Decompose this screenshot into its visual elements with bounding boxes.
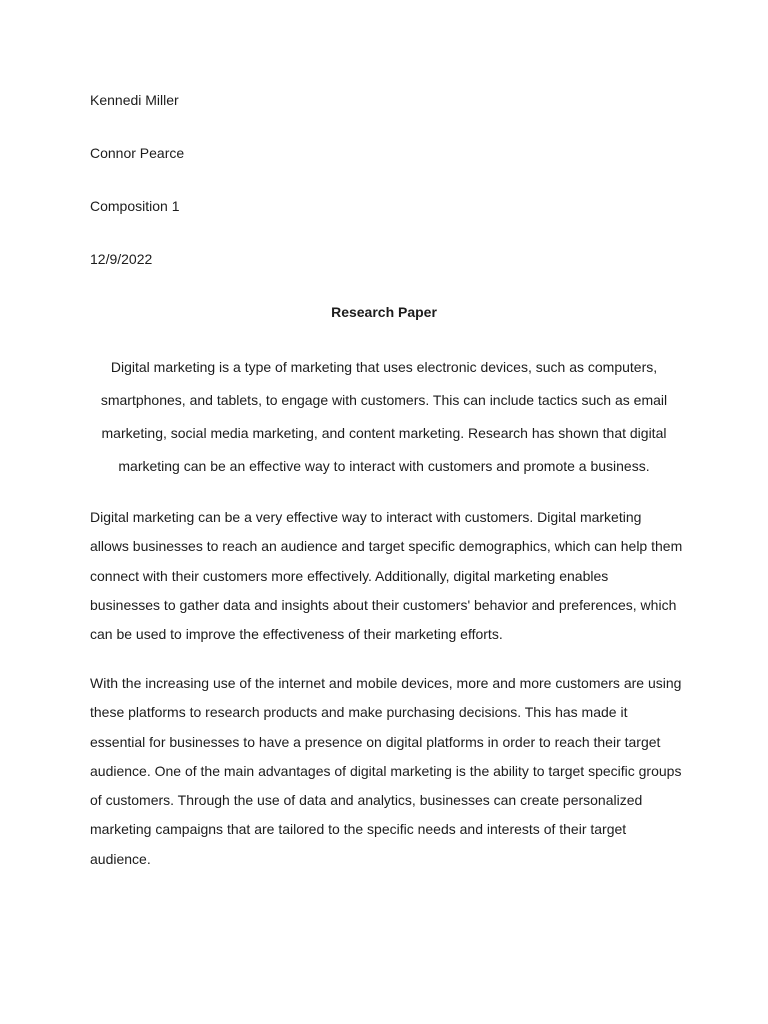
paragraph-line: marketing, social media marketing, and content marketing. Research has shown that digital — [101, 425, 667, 441]
document-date: 12/9/2022 — [90, 251, 153, 267]
instructor-name: Connor Pearce — [90, 145, 185, 161]
paragraph-line: audience. One of the main advantages of digital marketing is the ability to target specific groups — [90, 762, 682, 779]
paragraph-line: can be used to improve the effectiveness of their marketing efforts. — [90, 626, 503, 643]
paragraph-line: essential for businesses to have a presence on digital platforms in order to reach their target — [90, 733, 661, 750]
paragraph-line: Digital marketing is a type of marketing that uses electronic devices, such as computers, — [110, 359, 658, 375]
paragraph-line: connect with their customers more effectively. Additionally, digital marketing enables — [90, 567, 609, 584]
paragraph-line: With the increasing use of the internet and mobile devices, more and more customers are using — [90, 675, 682, 691]
author-name: Kennedi Miller — [90, 92, 179, 108]
paragraph-line: marketing can be an effective way to interact with customers and promote a business. — [118, 458, 650, 474]
paragraph-line: businesses to gather data and insights about their customers' behavior and preferences, which — [90, 596, 677, 613]
paragraph-line: audience. — [90, 850, 151, 867]
paragraph-intro — [90, 351, 678, 483]
paragraph-line: marketing campaigns that are tailored to the specific needs and interests of their target — [90, 821, 627, 838]
paragraph-line: Digital marketing can be a very effective way to interact with customers. Digital marketing — [90, 509, 642, 525]
course-name: Composition 1 — [90, 198, 180, 214]
paragraph-line: of customers. Through the use of data and analytics, businesses can create personalized — [90, 792, 643, 809]
paragraph-body-1 — [90, 503, 690, 649]
paragraph-line: allows businesses to reach an audience and target specific demographics, which can help them — [90, 538, 683, 555]
paragraph-line: smartphones, and tablets, to engage with customers. This can include tactics such as email — [100, 392, 668, 408]
paragraph-line: these platforms to research products and make purchasing decisions. This has made it — [90, 704, 628, 721]
document-title: Research Paper — [331, 304, 437, 320]
paragraph-body-2 — [90, 669, 690, 874]
